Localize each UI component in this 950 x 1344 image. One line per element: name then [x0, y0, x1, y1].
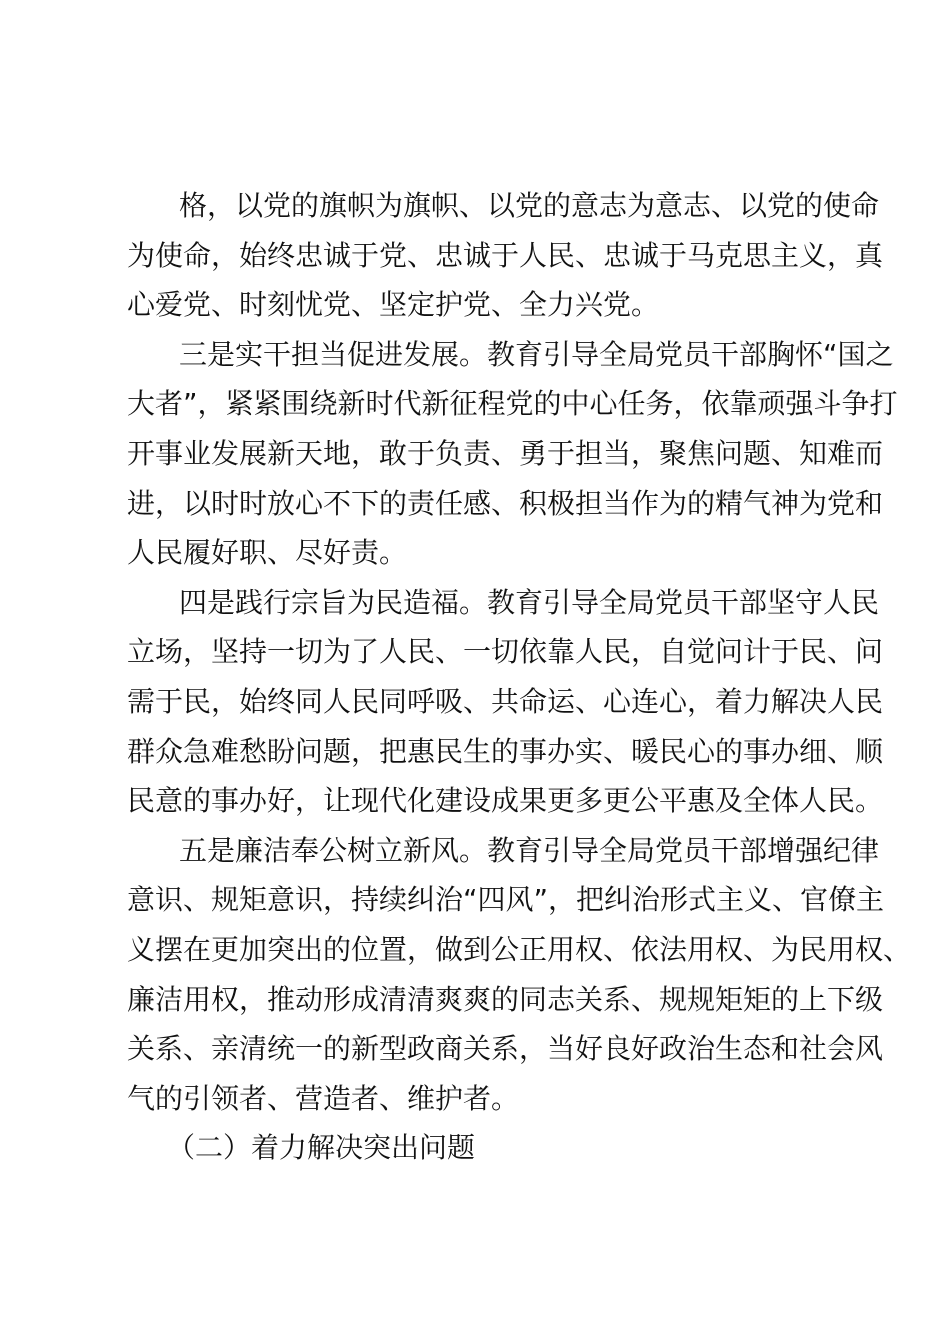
text-line: 进，以时时放心不下的责任感、积极担当作为的精气神为党和	[127, 486, 884, 520]
paragraph-continuation	[127, 181, 884, 330]
text-line: 关系、亲清统一的新型政商关系，当好良好政治生态和社会风	[127, 1032, 884, 1066]
document-body	[127, 181, 912, 1173]
text-line: 三是实干担当促进发展。教育引导全局党员干部胸怀“国之	[179, 337, 894, 371]
text-line: 四是践行宗旨为民造福。教育引导全局党员干部坚守人民	[179, 585, 880, 619]
text-line: 意识、规矩意识，持续纠治“四风”，把纠治形式主义、官僚主	[127, 883, 885, 917]
text-line: 心爱党、时刻忧党、坚定护党、全力兴党。	[127, 288, 660, 322]
text-line: 廉洁用权，推动形成清清爽爽的同志关系、规规矩矩的上下级	[127, 982, 884, 1016]
text-line: 开事业发展新天地，敢于负责、勇于担当，聚焦问题、知难而	[127, 436, 884, 470]
section-heading-text: （二）着力解决突出问题	[167, 1131, 476, 1165]
text-line: 人民履好职、尽好责。	[127, 536, 408, 570]
text-line: 气的引领者、营造者、维护者。	[127, 1081, 520, 1115]
section-heading	[127, 1123, 847, 1173]
paragraph-point-five	[127, 826, 912, 1124]
text-line: 为使命，始终忠诚于党、忠诚于人民、忠诚于马克思主义，真	[127, 238, 884, 272]
text-line: 大者”，紧紧围绕新时代新征程党的中心任务，依靠顽强斗争打	[127, 387, 898, 421]
text-line: 群众急难愁盼问题，把惠民生的事办实、暖民心的事办细、顺	[127, 734, 884, 768]
paragraph-point-four	[127, 578, 884, 826]
text-line: 格，以党的旗帜为旗帜、以党的意志为意志、以党的使命	[179, 189, 880, 222]
paragraph-point-three	[127, 330, 898, 578]
text-line: 立场，坚持一切为了人民、一切依靠人民，自觉问计于民、问	[127, 635, 884, 669]
text-line: 义摆在更加突出的位置，做到公正用权、依法用权、为民用权、	[127, 932, 912, 966]
text-line: 民意的事办好，让现代化建设成果更多更公平惠及全体人民。	[127, 784, 884, 818]
text-line: 五是廉洁奉公树立新风。教育引导全局党员干部增强纪律	[179, 833, 880, 867]
text-line: 需于民，始终同人民同呼吸、共命运、心连心，着力解决人民	[127, 684, 884, 718]
